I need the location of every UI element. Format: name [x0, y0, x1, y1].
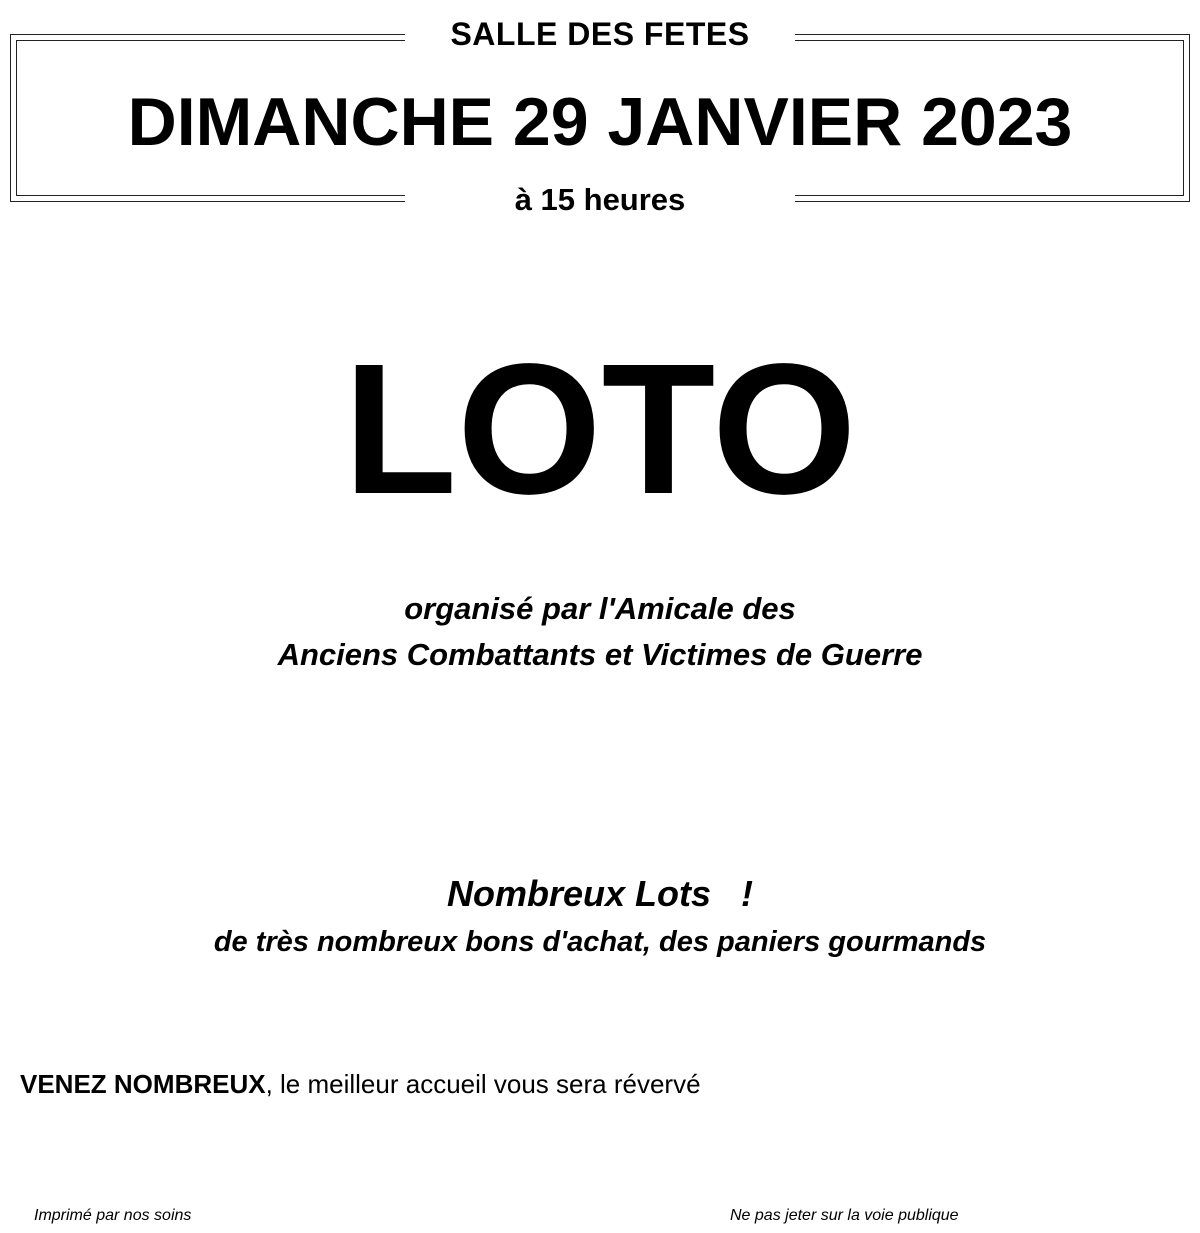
event-date: DIMANCHE 29 JANVIER 2023	[127, 84, 1073, 160]
organizer-line-2: Anciens Combattants et Victimes de Guerre	[277, 637, 923, 672]
organizer-block	[0, 586, 1200, 678]
footer-printed-note: Imprimé par nos soins	[34, 1207, 192, 1224]
event-time: à 15 heures	[514, 182, 686, 217]
event-title: LOTO	[343, 326, 857, 533]
prizes-headline: Nombreux Lots !	[446, 873, 754, 914]
invitation-line	[20, 1064, 701, 1104]
footer-disposal-note: Ne pas jeter sur la voie publique	[730, 1207, 959, 1224]
venue-label: SALLE DES FETES	[450, 16, 750, 52]
invitation-rest: , le meilleur accueil vous sera révervé	[265, 1069, 701, 1099]
prizes-detail: de très nombreux bons d'achat, des paniers gourmands	[213, 926, 987, 958]
organizer-line-1: organisé par l'Amicale des	[404, 591, 796, 626]
invitation-emphasis: VENEZ NOMBREUX	[20, 1069, 266, 1099]
